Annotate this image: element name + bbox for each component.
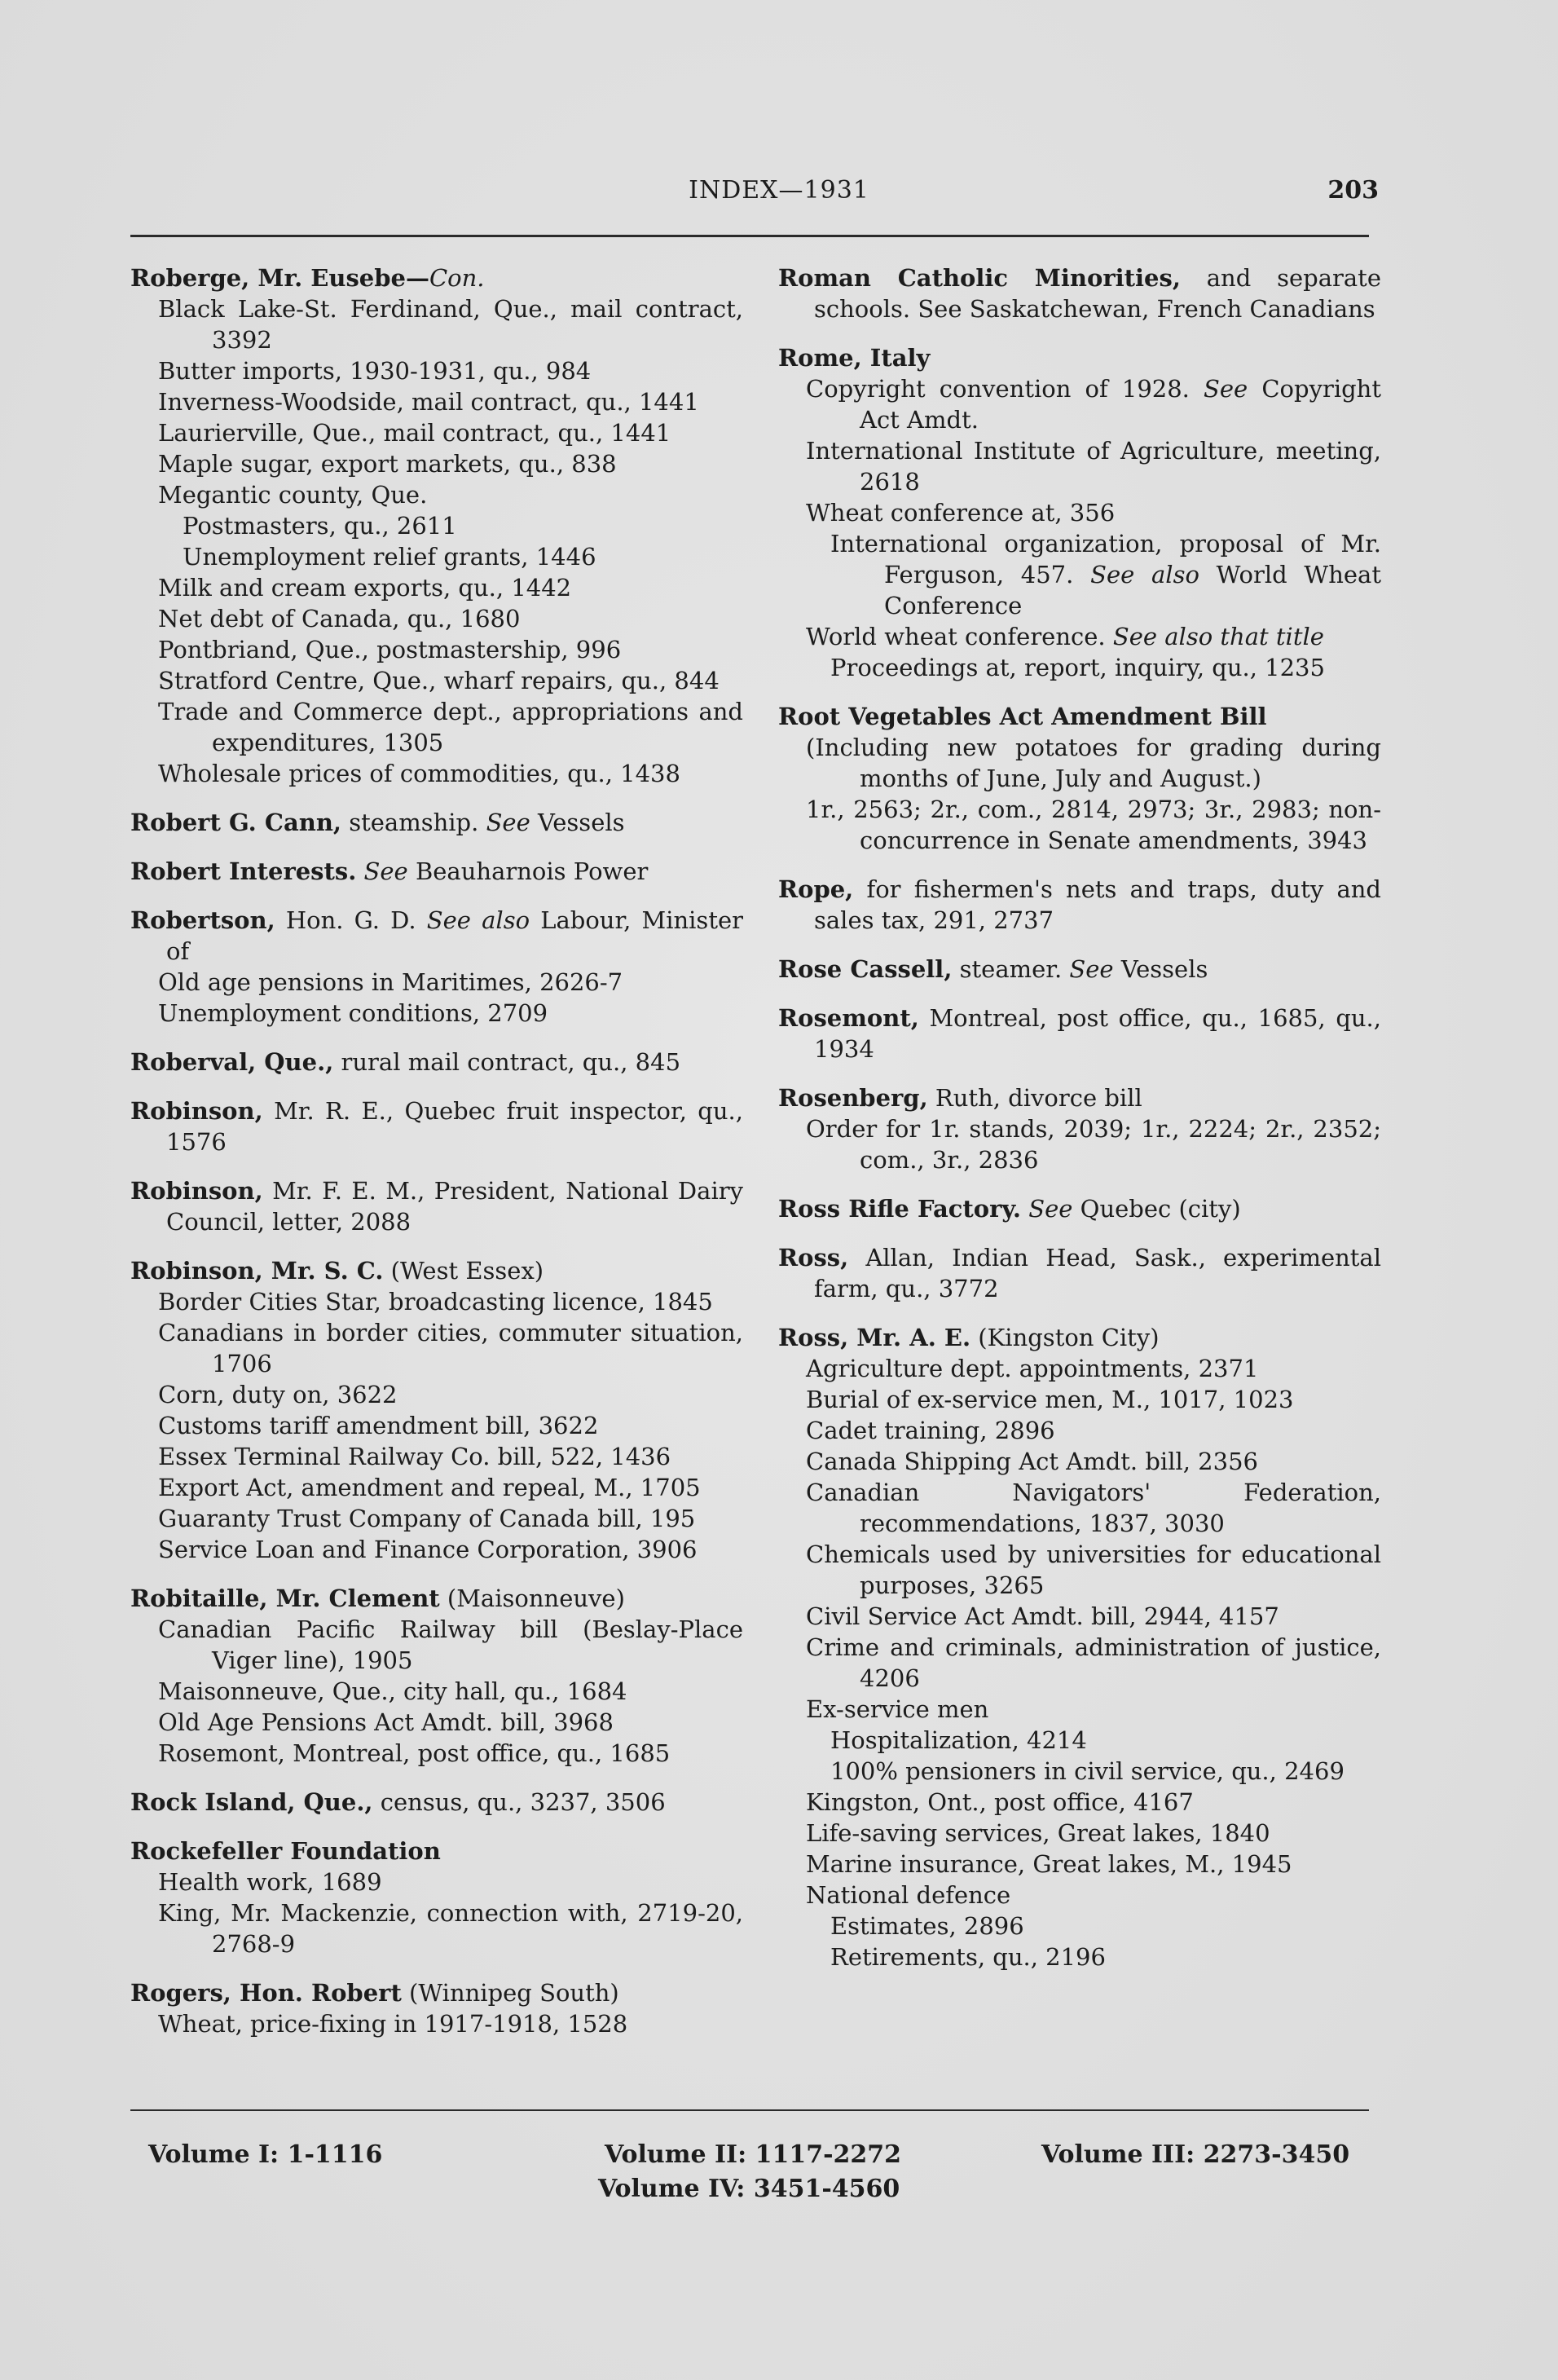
cross-reference-target: Vessels [1113,955,1208,983]
index-entry [130,262,743,789]
entry-heading [778,701,1381,732]
subentry-text: Copyright convention of 1928. [806,375,1204,403]
subentry [130,1472,743,1503]
header-rule [130,235,1369,237]
subentry-text: Estimates, 2896 [830,1912,1024,1940]
subentry [778,1818,1381,1849]
entry-heading [778,1082,1381,1113]
index-entry [130,1095,743,1157]
subentry [130,1410,743,1441]
cross-reference-marker: See [1204,375,1248,403]
subentry-text: Order for 1r. stands, 2039; 1r., 2224; 2r., 2352; com., 3r., 2836 [806,1115,1381,1174]
entry-heading-text: rural mail contract, qu., 845 [333,1048,681,1076]
subentry [130,2008,743,2039]
cross-reference-marker: See [1028,1195,1073,1223]
subentry-text: International organization, proposal of Mr. Ferguson, 457. [830,530,1381,588]
entry-heading [778,874,1381,936]
entry-term: Rosemont, [778,1004,919,1032]
subentry-text: Unemployment conditions, 2709 [158,999,548,1027]
index-entry [778,342,1381,683]
subentry-text: Laurierville, Que., mail contract, qu., 1441 [158,419,671,447]
volume-1-range: Volume I: 1-1116 [148,2140,383,2169]
entry-heading [130,905,743,967]
subentry-text: 100% pensioners in civil service, qu., 2469 [830,1757,1345,1785]
subentry [130,967,743,998]
entry-term: Rock Island, Que., [130,1788,373,1816]
index-entry [130,1836,743,1959]
index-entry [130,1787,743,1818]
entry-heading [130,1787,743,1818]
index-entry [778,1322,1381,1972]
entry-heading [130,262,743,293]
subentry [130,1441,743,1472]
cross-reference-target: Copyright Act Amdt. [860,375,1381,434]
index-entry [778,874,1381,936]
subentry [130,293,743,355]
entry-heading-text: Montreal, post office, qu., 1685, qu., 1934 [814,1004,1381,1063]
subentry [130,998,743,1029]
subentry-text: Megantic county, Que. [158,481,428,509]
subentry [130,1707,743,1738]
right-column [778,262,1381,1990]
subentry-text: Proceedings at, report, inquiry, qu., 1235 [830,654,1325,681]
subentry [130,448,743,479]
entry-heading [778,954,1381,985]
cross-reference-marker: See [363,857,408,885]
entry-heading-text: Ruth, divorce bill [927,1084,1142,1112]
cross-reference-target: Quebec (city) [1072,1195,1241,1223]
entry-heading [130,1095,743,1157]
index-entry [130,1583,743,1769]
subentry [130,1534,743,1565]
subentry [130,479,743,510]
subentry-text: Wheat, price-fixing in 1917-1918, 1528 [158,2010,628,2038]
footer-rule [130,2109,1369,2111]
entry-heading [130,807,743,838]
subentry [130,1867,743,1897]
subentry [778,1849,1381,1880]
subentry [130,1897,743,1959]
entry-term: Ross Rifle Factory. [778,1195,1022,1223]
entry-heading-text: (Kingston City) [970,1324,1160,1351]
subentry [778,1787,1381,1818]
entry-term: Robinson, [130,1177,263,1205]
subentry [778,1694,1381,1725]
subentry [778,373,1381,435]
entry-heading [778,262,1381,324]
subentry [778,1384,1381,1415]
subentry-text: Maisonneuve, Que., city hall, qu., 1684 [158,1677,627,1705]
subentry-text: Canadians in border cities, commuter situation, 1706 [158,1319,743,1377]
subentry-text: Wholesale prices of commodities, qu., 1438 [158,760,680,787]
subentry [130,510,743,541]
subentry-text: Customs tariff amendment bill, 3622 [158,1412,599,1439]
subentry-text: Inverness-Woodside, mail contract, qu., 1441 [158,388,699,416]
entry-heading [130,1977,743,2008]
subentry-text: Cadet training, 2896 [806,1417,1055,1444]
cross-reference-target: Labour, Minister of [166,906,743,965]
subentry [130,1738,743,1769]
index-entry [778,1193,1381,1224]
subentry [130,634,743,665]
subentry-text: Burial of ex-service men, M., 1017, 1023 [806,1386,1294,1413]
entry-heading [130,1255,743,1286]
entry-term: Roberval, Que., [130,1048,334,1076]
subentry-text: Unemployment relief grants, 1446 [183,543,596,571]
index-entry [778,954,1381,985]
entry-term: Rockefeller Foundation [130,1837,441,1865]
cross-reference-marker: See [486,809,530,836]
cross-reference-marker: See [1069,955,1114,983]
subentry-text: Health work, 1689 [158,1868,382,1896]
subentry-text: Agriculture dept. appointments, 2371 [806,1355,1259,1382]
entry-term: Robert G. Cann, [130,809,342,836]
entry-term: Robinson, Mr. S. C. [130,1257,384,1285]
entry-heading-text: (Maisonneuve) [439,1584,625,1612]
entry-term: Roberge, Mr. Eusebe [130,264,406,292]
subentry-text: Net debt of Canada, qu., 1680 [158,605,521,632]
subentry [130,1614,743,1676]
entry-term: Robert Interests. [130,857,357,885]
entry-heading [778,342,1381,373]
subentry-text: International Institute of Agriculture, meeting, 2618 [806,437,1381,496]
entry-term: Ross, [778,1244,849,1272]
subentry-text: Civil Service Act Amdt. bill, 2944, 4157 [806,1602,1279,1630]
entry-heading [130,1175,743,1237]
entry-heading-text: Mr. F. E. M., President, National Dairy Council, letter, 2088 [166,1177,743,1236]
subentry [130,696,743,758]
entry-term: Rope, [778,875,854,903]
subentry [778,1725,1381,1756]
subentry [130,355,743,386]
subentry-text: Old age pensions in Maritimes, 2626-7 [158,968,623,996]
subentry-text: Service Loan and Finance Corporation, 3906 [158,1536,698,1563]
subentry-text: Butter imports, 1930-1931, qu., 984 [158,357,592,385]
entry-term: Rose Cassell, [778,955,953,983]
subentry [778,1880,1381,1911]
left-column [130,262,743,2057]
entry-heading-text: (West Essex) [383,1257,544,1285]
subentry [778,1911,1381,1941]
subentry [130,572,743,603]
index-entry [778,1003,1381,1064]
subentry [778,497,1381,528]
subentry-text: (Including new potatoes for grading during months of June, July and August.) [806,734,1381,792]
volume-3-range: Volume III: 2273-3450 [1041,2140,1350,2169]
subentry-text: Canadian Navigators' Federation, recommendations, 1837, 3030 [806,1479,1381,1537]
subentry-text: Old Age Pensions Act Amdt. bill, 3968 [158,1708,614,1736]
subentry-text: Essex Terminal Railway Co. bill, 522, 1436 [158,1443,671,1470]
subentry [778,1446,1381,1477]
cross-reference-marker: See also [1090,561,1199,588]
subentry-text: Canada Shipping Act Amdt. bill, 2356 [806,1448,1258,1475]
entry-heading [778,1242,1381,1304]
cross-reference-target: Vessels [530,809,625,836]
subentry [130,1286,743,1317]
subentry [778,1539,1381,1601]
subentry-text: Trade and Commerce dept., appropriations and expenditures, 1305 [158,698,743,756]
subentry [130,603,743,634]
cross-reference-target: Beauharnois Power [407,857,649,885]
subentry-text: Ex-service men [806,1695,989,1723]
entry-heading-text: for fishermen's nets and traps, duty and sales tax, 291, 2737 [814,875,1381,934]
index-entry [130,1047,743,1078]
subentry-text: Guaranty Trust Company of Canada bill, 195 [158,1505,696,1532]
entry-term: Robinson, [130,1097,263,1125]
entry-heading [778,1322,1381,1353]
subentry [778,528,1381,621]
index-entry [778,262,1381,324]
index-entry [130,905,743,1029]
entry-heading [778,1193,1381,1224]
subentry [778,732,1381,794]
subentry-text: Crime and criminals, administration of justice, 4206 [806,1633,1381,1692]
subentry [778,652,1381,683]
subentry-text: National defence [806,1881,1011,1909]
subentry-text: Hospitalization, 4214 [830,1726,1087,1754]
entry-heading [130,1047,743,1078]
subentry [778,1477,1381,1539]
subentry-text: Export Act, amendment and repeal, M., 1705 [158,1474,701,1501]
entry-heading-text: and separate schools. See Saskatchewan, French Canadians [814,264,1381,323]
index-entry [130,1255,743,1565]
subentry-text: World wheat conference. [806,623,1113,650]
entry-heading-text: Allan, Indian Head, Sask., experimental farm, qu., 3772 [814,1244,1381,1302]
subentry [778,1113,1381,1175]
entry-term: Robertson, [130,906,275,934]
volume-4-range: Volume IV: 3451-4560 [598,2175,900,2203]
entry-term-suffix: — [405,264,429,292]
entry-heading-text [356,857,363,885]
entry-heading-text: census, qu., 3237, 3506 [372,1788,666,1816]
subentry-text: Pontbriand, Que., postmastership, 996 [158,636,622,663]
entry-heading-text [1021,1195,1028,1223]
subentry-text: Stratford Centre, Que., wharf repairs, qu., 844 [158,667,720,694]
entry-heading [778,1003,1381,1064]
subentry [778,1941,1381,1972]
subentry-text: Rosemont, Montreal, post office, qu., 1685 [158,1739,671,1767]
cross-reference-marker: See also that title [1112,623,1324,650]
index-entry [778,1242,1381,1304]
page-number: 203 [1327,176,1379,205]
index-entry [778,701,1381,856]
subentry [130,417,743,448]
subentry [778,1756,1381,1787]
subentry [130,541,743,572]
subentry [130,665,743,696]
subentry [778,1353,1381,1384]
index-entry [778,1082,1381,1175]
entry-term: Robitaille, Mr. Clement [130,1584,440,1612]
cross-reference-marker: See also [426,906,530,934]
subentry [778,1632,1381,1694]
subentry-text: Milk and cream exports, qu., 1442 [158,574,572,602]
entry-heading-text: Hon. G. D. [275,906,427,934]
subentry-text: 1r., 2563; 2r., com., 2814, 2973; 3r., 2983; non-concurrence in Senate amendments, 3943 [806,796,1381,854]
index-entry [130,1977,743,2039]
index-entry [130,807,743,838]
entry-continued: Con. [429,264,485,292]
subentry [130,386,743,417]
subentry-text: Canadian Pacific Railway bill (Beslay-Place Viger line), 1905 [158,1615,743,1674]
index-entry [130,1175,743,1237]
subentry [778,621,1381,652]
subentry-text: Life-saving services, Great lakes, 1840 [806,1819,1270,1847]
entry-heading [130,1583,743,1614]
entry-heading [130,856,743,887]
subentry-text: King, Mr. Mackenzie, connection with, 2719-20, 2768-9 [158,1899,743,1958]
entry-term: Rogers, Hon. Robert [130,1979,402,2007]
subentry [130,1676,743,1707]
entry-term: Roman Catholic Minorities, [778,264,1181,292]
index-entry [130,856,743,887]
subentry [130,1379,743,1410]
subentry-text: Border Cities Star, broadcasting licence, 1845 [158,1288,713,1316]
subentry [778,794,1381,856]
entry-heading-text: Mr. R. E., Quebec fruit inspector, qu., 1576 [166,1097,743,1156]
entry-term: Ross, Mr. A. E. [778,1324,971,1351]
subentry-text: Postmasters, qu., 2611 [183,512,457,540]
entry-heading-text: (Winnipeg South) [401,1979,619,2007]
subentry-text: Chemicals used by universities for educational purposes, 3265 [806,1540,1381,1599]
entry-heading [130,1836,743,1867]
entry-term: Root Vegetables Act Amendment Bill [778,703,1267,730]
subentry-text: Kingston, Ont., post office, 4167 [806,1788,1194,1816]
subentry [130,758,743,789]
subentry [778,1601,1381,1632]
subentry-text: Corn, duty on, 3622 [158,1381,398,1408]
subentry [778,1415,1381,1446]
subentry-text: Wheat conference at, 356 [806,499,1116,527]
subentry-text: Maple sugar, export markets, qu., 838 [158,450,617,478]
subentry [778,435,1381,497]
subentry [130,1503,743,1534]
subentry-text: Marine insurance, Great lakes, M., 1945 [806,1850,1292,1878]
running-head: INDEX—1931 [689,176,869,205]
subentry [130,1317,743,1379]
cross-reference-target: World Wheat Conference [884,561,1382,619]
entry-term: Rosenberg, [778,1084,928,1112]
entry-heading-text: steamship. [341,809,486,836]
subentry-text: Black Lake-St. Ferdinand, Que., mail contract, 3392 [158,295,743,354]
subentry-text: Retirements, qu., 2196 [830,1943,1106,1971]
volume-2-range: Volume II: 1117-2272 [605,2140,902,2169]
entry-heading-text: steamer. [952,955,1070,983]
entry-term: Rome, Italy [778,344,931,372]
